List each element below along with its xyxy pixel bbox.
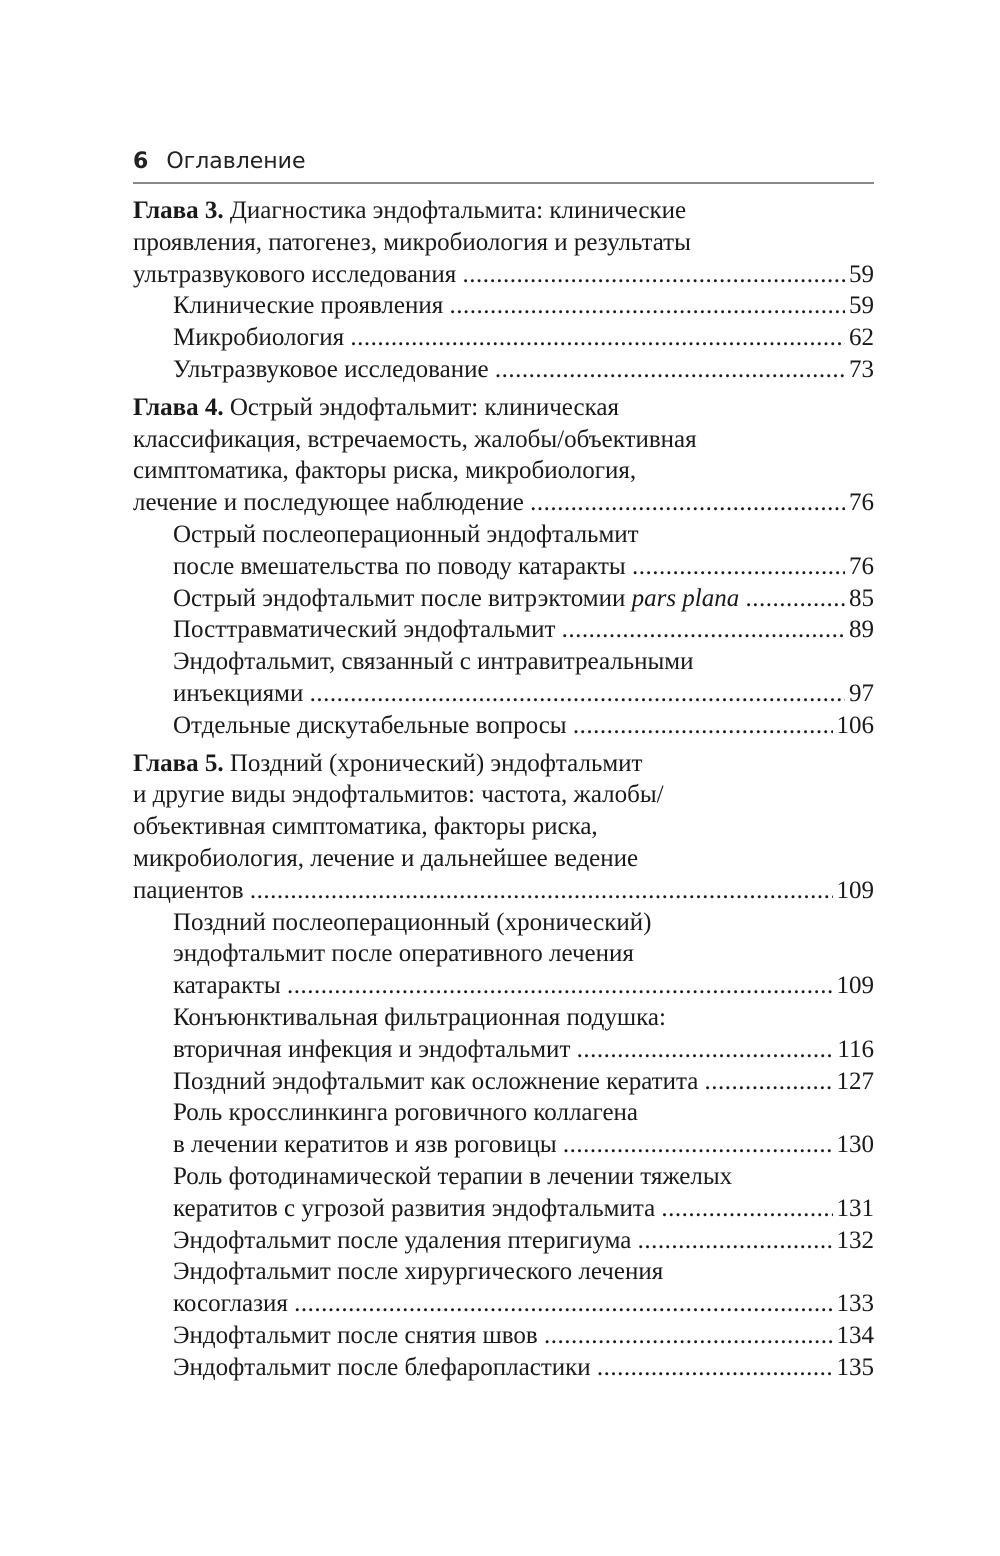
chapter-title-text: ультразвукового исследования [133, 260, 457, 288]
chapter-title-line [133, 227, 874, 259]
page-ref: 134 [833, 1320, 875, 1352]
page-ref: 131 [833, 1193, 875, 1225]
toc-entry-text: Острый эндофтальмит после витрэктомии [173, 584, 626, 612]
toc-entry-line [133, 290, 874, 322]
toc-entry [133, 1002, 874, 1066]
toc-entry-text: Посттравматический эндофтальмит [173, 616, 556, 644]
chapter-title-text: Поздний (хронический) эндофтальмит [229, 749, 643, 777]
toc-entry [133, 1097, 874, 1161]
chapter-title-line [133, 748, 874, 780]
page-ref: 97 [845, 678, 874, 710]
chapter-title-line [133, 259, 874, 291]
toc-entry-text: Роль фотодинамической терапии в лечении тяжелых [173, 1162, 733, 1190]
toc-entry [133, 710, 874, 742]
toc-entry [133, 1256, 874, 1320]
page-ref: 109 [833, 970, 875, 1002]
toc-entry-line [133, 1193, 874, 1225]
toc-entry-text: Микробиология [173, 324, 345, 352]
toc-entry-text: Эндофтальмит после снятия швов [173, 1321, 538, 1349]
toc-entry-text: Эндофтальмит после хирургического лечения [173, 1258, 664, 1286]
chapter-label: Глава 3. [133, 197, 224, 224]
toc-entry [133, 1161, 874, 1225]
toc-entry-line [133, 354, 874, 386]
page-ref: 89 [845, 614, 874, 646]
section-title: Оглавление [166, 149, 306, 174]
toc-entry-line [133, 1002, 874, 1034]
chapter-title-line [133, 424, 874, 456]
page-ref: 127 [833, 1066, 875, 1098]
chapter-title-line [133, 875, 874, 907]
chapter-title-text: классификация, встречаемость, жалобы/объективная [133, 425, 697, 453]
toc-entry [133, 614, 874, 646]
page-ref: 130 [833, 1129, 875, 1161]
toc-entry-text: кератитов с угрозой развития эндофтальмита [173, 1194, 656, 1222]
toc-entry-line [133, 1256, 874, 1288]
toc-entry-line [133, 583, 874, 615]
toc-entry [133, 354, 874, 386]
chapter-title-text: пациентов [133, 876, 244, 904]
toc-entry-line [133, 551, 874, 583]
toc-entry [133, 1352, 874, 1384]
chapter-title-text: Острый эндофтальмит: клиническая [229, 393, 619, 421]
toc-entry-text: Эндофтальмит после удаления птеригиума [173, 1226, 632, 1254]
chapter-title-line [133, 392, 874, 424]
chapter-title-text: Диагностика эндофтальмита: клинические [229, 197, 687, 224]
page-ref: 135 [833, 1352, 875, 1384]
toc-entry-text: после вмешательства по поводу катаракты [173, 552, 626, 580]
toc-entry-text: Ультразвуковое исследование [173, 355, 489, 383]
toc-entry-text: Роль кросслинкинга роговичного коллагена [173, 1099, 639, 1127]
toc-entry-text: Эндофтальмит, связанный с интравитреальными [173, 648, 694, 676]
chapter-title-text: симптоматика, факторы риска, микробиология, [133, 457, 637, 485]
toc-entry-text: Поздний эндофтальмит как осложнение кератита [173, 1067, 699, 1095]
page-ref: 116 [833, 1034, 874, 1066]
toc-entry-line [133, 1097, 874, 1129]
toc-entry-text: Поздний послеоперационный (хронический) [173, 908, 652, 936]
toc-entry-line [133, 519, 874, 551]
toc-entry-line [133, 1161, 874, 1193]
toc-entry [133, 290, 874, 322]
toc-entry-text: Конъюнктивальная фильтрационная подушка: [173, 1003, 666, 1031]
page-ref: 73 [845, 354, 874, 386]
toc-entry-text: эндофтальмит после оперативного лечения [173, 940, 634, 968]
toc-entry-line [133, 1225, 874, 1257]
running-header [133, 147, 874, 177]
header-rule [133, 182, 874, 184]
toc-entry-line [133, 1352, 874, 1384]
toc-entry [133, 1320, 874, 1352]
toc-entry-text: Эндофтальмит после блефаропластики [173, 1353, 591, 1381]
page-ref: 133 [833, 1288, 875, 1320]
page-ref: 59 [845, 290, 874, 322]
chapter-label: Глава 4. [133, 393, 224, 421]
page-ref: 109 [833, 875, 875, 907]
table-of-contents [133, 195, 874, 1389]
toc-entry-text: вторичная инфекция и эндофтальмит [173, 1035, 571, 1063]
toc-entry-text: Отдельные дискутабельные вопросы [173, 711, 567, 739]
toc-entry-line [133, 646, 874, 678]
chapter-title-line [133, 455, 874, 487]
chapter-title-line [133, 779, 874, 811]
toc-entry-text: Острый послеоперационный эндофтальмит [173, 520, 639, 548]
toc-entry-line [133, 1129, 874, 1161]
toc-entry [133, 322, 874, 354]
toc-entry-line [133, 938, 874, 970]
chapter-title-line [133, 195, 874, 227]
page-ref: 132 [833, 1225, 875, 1257]
toc-entry [133, 519, 874, 583]
page-ref: 106 [833, 710, 875, 742]
toc-entry-line [133, 1320, 874, 1352]
toc-entry [133, 646, 874, 710]
toc-entry-line [133, 678, 874, 710]
chapter-block [133, 392, 874, 742]
toc-entry-line [133, 907, 874, 939]
toc-entry [133, 583, 874, 615]
chapter-block [133, 195, 874, 386]
toc-entry-line [133, 614, 874, 646]
toc-entry-text: косоглазия [173, 1290, 288, 1318]
chapter-block [133, 748, 874, 1384]
toc-entry-text: катаракты [173, 972, 281, 1000]
toc-entry-line [133, 1066, 874, 1098]
toc-entry [133, 1225, 874, 1257]
toc-entry-text: в лечении кератитов и язв роговицы [173, 1131, 557, 1159]
chapter-title-text: и другие виды эндофтальмитов: частота, жалобы/ [133, 781, 664, 809]
page-ref: 59 [845, 259, 874, 291]
chapter-title-text: проявления, патогенез, микробиология и результаты [133, 228, 691, 256]
toc-entry-text: инъекциями [173, 679, 304, 707]
toc-entry-italic-text: pars plana [631, 584, 740, 612]
toc-entry-line [133, 1034, 874, 1066]
chapter-title-text: микробиология, лечение и дальнейшее ведение [133, 844, 639, 872]
toc-entry-line [133, 1288, 874, 1320]
page-ref: 85 [845, 583, 874, 615]
chapter-title-line [133, 487, 874, 519]
chapter-label: Глава 5. [133, 749, 224, 777]
toc-entry-line [133, 322, 874, 354]
chapter-title-line [133, 811, 874, 843]
toc-entry [133, 907, 874, 1002]
page-ref: 76 [845, 487, 874, 519]
chapter-title-line [133, 843, 874, 875]
toc-entry-line [133, 970, 874, 1002]
page-ref: 62 [845, 322, 874, 354]
page-number: 6 [133, 149, 149, 174]
toc-entry [133, 1066, 874, 1098]
toc-entry-text: Клинические проявления [173, 292, 444, 320]
chapter-title-text: объективная симптоматика, факторы риска, [133, 813, 598, 841]
chapter-title-text: лечение и последующее наблюдение [133, 489, 524, 517]
page-ref: 76 [845, 551, 874, 583]
toc-entry-line [133, 710, 874, 742]
